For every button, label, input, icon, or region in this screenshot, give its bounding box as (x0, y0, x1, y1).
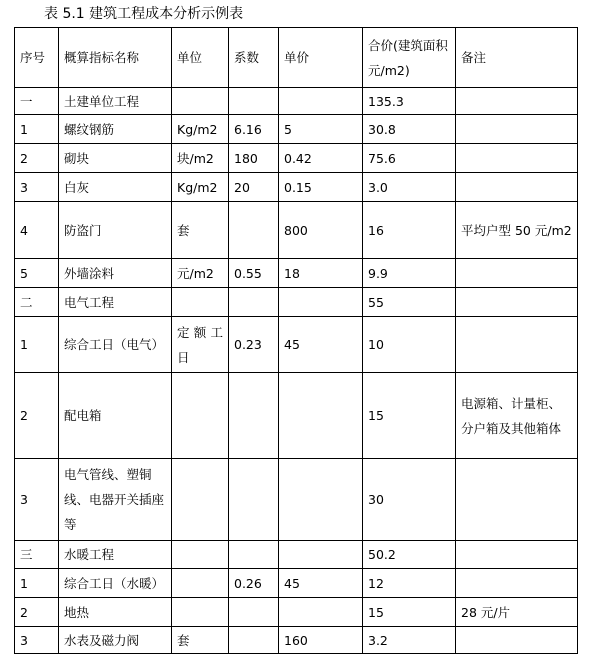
cell-name: 土建单位工程 (59, 88, 172, 115)
table-caption: 表 5.1 建筑工程成本分析示例表 (44, 6, 244, 22)
cell-total: 135.3 (363, 88, 456, 115)
cell-total: 16 (363, 202, 456, 259)
cell-name: 地热 (59, 598, 172, 627)
cell-unit (172, 288, 229, 317)
table-row (15, 317, 578, 373)
cell-unit: 套 (172, 627, 229, 654)
cell-unit: Kg/m2 (172, 115, 229, 144)
cell-coef: 180 (229, 144, 279, 173)
table-row (15, 259, 578, 288)
cell-total: 15 (363, 373, 456, 459)
cell-name: 水表及磁力阀 (59, 627, 172, 654)
table-header-row (15, 28, 578, 88)
cell-name: 电气管线、塑铜线、电器开关插座等 (59, 459, 172, 541)
cell-price: 45 (279, 569, 363, 598)
table-row (15, 541, 578, 569)
cell-note (456, 115, 578, 144)
cell-coef (229, 202, 279, 259)
table-row (15, 115, 578, 144)
table-row (15, 288, 578, 317)
cell-name: 砌块 (59, 144, 172, 173)
cell-total: 50.2 (363, 541, 456, 569)
cost-analysis-table (14, 27, 578, 654)
table-row (15, 173, 578, 202)
cell-seq: 3 (15, 173, 59, 202)
header-unit: 单位 (172, 28, 229, 88)
cell-unit (172, 373, 229, 459)
cell-price (279, 88, 363, 115)
cell-total: 3.0 (363, 173, 456, 202)
header-price: 单价 (279, 28, 363, 88)
cell-note: 28 元/片 (456, 598, 578, 627)
cell-name: 水暖工程 (59, 541, 172, 569)
cell-name: 防盗门 (59, 202, 172, 259)
cell-unit: 块/m2 (172, 144, 229, 173)
table-row (15, 373, 578, 459)
cell-note (456, 627, 578, 654)
cell-coef: 20 (229, 173, 279, 202)
cell-note (456, 259, 578, 288)
cell-price: 800 (279, 202, 363, 259)
cell-total: 9.9 (363, 259, 456, 288)
cell-seq: 5 (15, 259, 59, 288)
cell-unit (172, 88, 229, 115)
table-row (15, 627, 578, 654)
cell-note: 电源箱、计量柜、分户箱及其他箱体 (456, 373, 578, 459)
cell-seq: 2 (15, 144, 59, 173)
cell-note (456, 569, 578, 598)
table-row (15, 598, 578, 627)
cell-coef (229, 541, 279, 569)
cell-coef (229, 88, 279, 115)
header-note: 备注 (456, 28, 578, 88)
cell-unit: Kg/m2 (172, 173, 229, 202)
cell-note (456, 459, 578, 541)
cell-total: 75.6 (363, 144, 456, 173)
cell-name: 外墙涂料 (59, 259, 172, 288)
cell-seq: 3 (15, 627, 59, 654)
cell-coef (229, 288, 279, 317)
cell-coef: 0.55 (229, 259, 279, 288)
cell-note (456, 317, 578, 373)
cell-unit: 定额工日 (172, 317, 229, 373)
cell-note (456, 541, 578, 569)
cell-price: 45 (279, 317, 363, 373)
cell-seq: 1 (15, 569, 59, 598)
cell-price: 18 (279, 259, 363, 288)
table-row (15, 569, 578, 598)
cell-seq: 1 (15, 317, 59, 373)
cell-coef: 0.26 (229, 569, 279, 598)
cell-price (279, 598, 363, 627)
cell-seq: 三 (15, 541, 59, 569)
cell-coef (229, 459, 279, 541)
cell-coef (229, 627, 279, 654)
cell-price (279, 288, 363, 317)
cell-note (456, 173, 578, 202)
cell-name: 电气工程 (59, 288, 172, 317)
cell-name: 综合工日（电气） (59, 317, 172, 373)
cell-unit (172, 541, 229, 569)
cell-note (456, 288, 578, 317)
cell-unit: 套 (172, 202, 229, 259)
cell-seq: 1 (15, 115, 59, 144)
cell-note (456, 88, 578, 115)
cell-seq: 3 (15, 459, 59, 541)
cell-name: 综合工日（水暖） (59, 569, 172, 598)
cell-note: 平均户型 50 元/m2 (456, 202, 578, 259)
table-row (15, 459, 578, 541)
header-total: 合价(建筑面积 元/m2) (363, 28, 456, 88)
cell-price (279, 459, 363, 541)
header-coef: 系数 (229, 28, 279, 88)
table-row (15, 88, 578, 115)
header-name: 概算指标名称 (59, 28, 172, 88)
cell-coef (229, 373, 279, 459)
cell-seq: 二 (15, 288, 59, 317)
cell-name: 白灰 (59, 173, 172, 202)
cell-name: 配电箱 (59, 373, 172, 459)
table-row (15, 202, 578, 259)
cell-price: 160 (279, 627, 363, 654)
cell-unit (172, 598, 229, 627)
cell-seq: 一 (15, 88, 59, 115)
cell-price (279, 541, 363, 569)
cell-total: 15 (363, 598, 456, 627)
cell-total: 12 (363, 569, 456, 598)
cell-seq: 2 (15, 373, 59, 459)
header-seq: 序号 (15, 28, 59, 88)
cell-total: 10 (363, 317, 456, 373)
table-row (15, 144, 578, 173)
cell-note (456, 144, 578, 173)
cell-price: 0.42 (279, 144, 363, 173)
cell-coef: 6.16 (229, 115, 279, 144)
cell-price (279, 373, 363, 459)
cell-total: 3.2 (363, 627, 456, 654)
cell-coef (229, 598, 279, 627)
cell-total: 30.8 (363, 115, 456, 144)
cell-total: 30 (363, 459, 456, 541)
cell-unit (172, 569, 229, 598)
cell-total: 55 (363, 288, 456, 317)
cell-unit: 元/m2 (172, 259, 229, 288)
cell-seq: 2 (15, 598, 59, 627)
cell-unit (172, 459, 229, 541)
cell-price: 5 (279, 115, 363, 144)
cell-coef: 0.23 (229, 317, 279, 373)
cell-seq: 4 (15, 202, 59, 259)
cell-name: 螺纹钢筋 (59, 115, 172, 144)
cell-price: 0.15 (279, 173, 363, 202)
